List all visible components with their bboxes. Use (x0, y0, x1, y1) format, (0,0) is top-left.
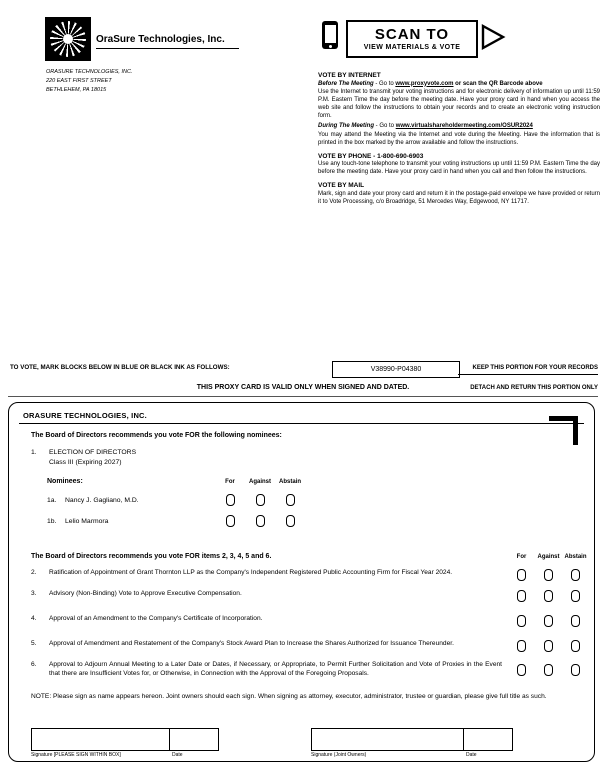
vote-cells (508, 640, 589, 652)
vote-cell (535, 640, 562, 652)
during-meeting-paragraph: You may attend the Meeting via the Internet and vote during the Meeting. Have the information that is printed in the box marked by the arrow available and follow the instructions. (318, 132, 600, 146)
control-number-box (332, 361, 460, 378)
vote-checkbox-for[interactable] (226, 515, 235, 527)
vote-checkbox-for[interactable] (517, 569, 526, 581)
vote-cell (562, 640, 589, 652)
board-recommendation-items-row (31, 553, 589, 560)
control-number: V38990-P04380 (370, 366, 422, 373)
vote-cell (562, 590, 589, 602)
virtual-meeting-link: www.virtualshareholdermeeting.com/OSUR2024 (395, 123, 533, 130)
vote-cell (535, 664, 562, 676)
qr-barcode-text: or scan the QR Barcode above (453, 80, 543, 87)
nominee-row (47, 515, 594, 527)
vote-checkbox-abstain[interactable] (286, 494, 295, 506)
proposal-text: Ratification of Appointment of Grant Thornton LLP as the Company's Independent Registered Public Accounting Firm for Fiscal Year 2024. (49, 569, 453, 577)
nominee-row (47, 494, 594, 506)
vote-cell (245, 494, 275, 506)
company-name: OraSure Technologies, Inc. (96, 34, 239, 49)
vote-by-internet-heading: VOTE BY INTERNET (318, 72, 381, 79)
voting-instructions (318, 72, 600, 209)
vote-checkbox-abstain[interactable] (571, 615, 580, 627)
vote-cell (508, 590, 535, 602)
nominees-header-row (47, 478, 594, 485)
company-address (46, 68, 133, 94)
vote-checkbox-against[interactable] (256, 515, 265, 527)
valid-when-signed-notice: THIS PROXY CARD IS VALID ONLY WHEN SIGNED AND DATED. (196, 384, 410, 391)
column-header-against: Against (537, 554, 560, 561)
address-line: 220 EAST FIRST STREET (46, 77, 112, 84)
column-header-for: For (516, 554, 527, 561)
nominee-id: 1a. (47, 496, 57, 504)
item-1-heading (31, 448, 594, 467)
nominee-name: Lelio Marmora (65, 517, 109, 525)
vote-checkbox-for[interactable] (226, 494, 235, 506)
signature-joint-label: Signature (Joint Owners) (311, 752, 367, 758)
vote-checkbox-for[interactable] (517, 615, 526, 627)
proposal-row (31, 661, 589, 679)
signature-primary-label: Signature [PLEASE SIGN WITHIN BOX] (31, 752, 121, 758)
vote-checkbox-against[interactable] (256, 494, 265, 506)
proposal-row (31, 615, 589, 627)
proposal-number: 5. (31, 640, 37, 648)
vote-by-phone-heading: VOTE BY PHONE - 1-800-690-6903 (318, 152, 424, 160)
board-recommendation-nominees: The Board of Directors recommends you vote FOR the following nominees: (31, 432, 282, 439)
item-number: 1. (31, 449, 37, 457)
vote-cell (245, 515, 275, 527)
item-1-subtitle: Class III (Expiring 2027) (49, 458, 122, 466)
card-divider (19, 423, 584, 424)
column-header-for: For (225, 479, 235, 486)
vote-cell (215, 494, 245, 506)
nominee-name: Nancy J. Gagliano, M.D. (65, 496, 139, 504)
vote-checkbox-abstain[interactable] (571, 664, 580, 676)
proposal-number: 4. (31, 615, 37, 623)
corner-registration-mark (549, 416, 578, 445)
nominee-id: 1b. (47, 517, 57, 525)
date-box-joint[interactable] (463, 728, 513, 751)
vote-cell (535, 590, 562, 602)
column-header-abstain: Abstain (278, 479, 301, 486)
vote-cells (508, 569, 589, 581)
vote-checkbox-for[interactable] (517, 590, 526, 602)
proposal-text: Approval of an Amendment to the Company's Certificate of Incorporation. (49, 615, 263, 623)
vote-cell (508, 664, 535, 676)
proposal-text: Approval to Adjourn Annual Meeting to a Later Date or Dates, if Necessary, or Appropriate, to Permit Further Solicitation and Vote of Proxies in the Event that there are Insufficient Votes for, or Otherwise, in Connection with the Approval of the Foregoing Proposals. (49, 661, 502, 678)
vote-cell (562, 569, 589, 581)
vote-checkbox-abstain[interactable] (286, 515, 295, 527)
during-meeting-label: During The Meeting (318, 123, 374, 130)
vote-cell (535, 569, 562, 581)
proposal-row (31, 569, 589, 581)
vote-by-phone-paragraph: Use any touch-tone telephone to transmit your voting instructions up until 11:59 P.M. Eastern Time the day before the meeting date. Have your proxy card in hand when you call and then follow the instructions. (318, 161, 600, 176)
vote-cell (562, 664, 589, 676)
vote-by-mail-paragraph: Mark, sign and date your proxy card and return it in the postage-paid envelope we have provided or return it to Vote Processing, c/o Broadridge, 51 Mercedes Way, Edgewood, NY 11717. (318, 190, 600, 205)
vote-by-mail-heading: VOTE BY MAIL (318, 182, 365, 190)
vote-checkbox-against[interactable] (544, 640, 553, 652)
vote-column-headers (508, 554, 589, 560)
signature-box-primary[interactable] (31, 728, 171, 751)
before-meeting-paragraph: Use the Internet to transmit your voting instructions and for electronic delivery of information up until 11:59 P.M. Eastern Time the day before the meeting date. Have your proxy card in hand when you access the web site and follow the instructions to obtain your records and to create an electronic voting instruction form. (318, 89, 600, 120)
column-header-abstain: Abstain (564, 554, 587, 561)
board-recommendation-items: The Board of Directors recommends you vote FOR items 2, 3, 4, 5 and 6. (31, 553, 272, 561)
vote-checkbox-abstain[interactable] (571, 569, 580, 581)
during-meeting-line (318, 123, 600, 131)
arrow-right-icon (480, 23, 506, 51)
vote-cell (508, 640, 535, 652)
smartphone-screen (325, 25, 336, 43)
signature-note: NOTE: Please sign as name appears hereon. Joint owners should each sign. When signing as attorney, executor, administrator, trustee or guardian, please give full title as such. (31, 692, 547, 700)
date-box-primary[interactable] (169, 728, 219, 751)
proposal-number: 3. (31, 590, 37, 598)
vote-checkbox-for[interactable] (517, 664, 526, 676)
address-line: ORASURE TECHNOLOGIES, INC. (46, 69, 133, 75)
item-1-title: ELECTION OF DIRECTORS (49, 449, 137, 457)
orasure-logo (45, 17, 91, 61)
proposal-text: Advisory (Non-Binding) Vote to Approve Executive Compensation. (49, 590, 242, 598)
scan-to-subtitle: VIEW MATERIALS & VOTE (363, 44, 461, 51)
detach-portion-text: DETACH AND RETURN THIS PORTION ONLY (470, 385, 598, 391)
vote-checkbox-abstain[interactable] (571, 640, 580, 652)
item-1-titles (49, 448, 136, 467)
signature-box-joint[interactable] (311, 728, 465, 751)
proposal-number: 2. (31, 569, 37, 577)
goto-text: - Go to (374, 123, 396, 130)
vote-checkbox-against[interactable] (544, 664, 553, 676)
date-primary-label: Date (172, 752, 183, 758)
date-joint-label: Date (466, 752, 477, 758)
address-line: BETHLEHEM, PA 18015 (46, 86, 107, 93)
column-header-against: Against (248, 479, 271, 486)
starburst-icon (50, 21, 86, 57)
vote-cell (275, 515, 305, 527)
vote-cells (508, 590, 589, 602)
proxy-ballot-card (8, 402, 595, 762)
vote-checkbox-for[interactable] (517, 640, 526, 652)
vote-checkbox-against[interactable] (544, 569, 553, 581)
goto-text: - Go to (373, 80, 396, 87)
nominees-label: Nominees: (47, 478, 83, 486)
before-meeting-line (318, 81, 600, 89)
proposal-number: 6. (31, 661, 37, 669)
scan-to-title: SCAN TO (374, 26, 450, 43)
vote-checkbox-abstain[interactable] (571, 590, 580, 602)
vote-cell (508, 615, 535, 627)
signature-area (9, 728, 594, 760)
vote-checkbox-against[interactable] (544, 590, 553, 602)
vote-cell (562, 615, 589, 627)
proxyvote-link: www.proxyvote.com (395, 80, 454, 87)
detach-divider-row (8, 383, 598, 397)
vote-cells (508, 615, 589, 627)
before-meeting-label: Before The Meeting (318, 80, 374, 87)
mark-blocks-instruction: TO VOTE, MARK BLOCKS BELOW IN BLUE OR BLACK INK AS FOLLOWS: (10, 364, 230, 371)
vote-cell (215, 515, 245, 527)
card-company-name: ORASURE TECHNOLOGIES, INC. (23, 411, 147, 420)
keep-portion-text: KEEP THIS PORTION FOR YOUR RECORDS (458, 365, 598, 375)
proposal-row (31, 640, 589, 652)
vote-checkbox-against[interactable] (544, 615, 553, 627)
smartphone-icon (322, 21, 338, 49)
proposal-text: Approval of Amendment and Restatement of the Company's Stock Award Plan to Increase the Shares Authorized for Issuance Thereunder. (49, 640, 454, 648)
vote-cell (508, 569, 535, 581)
proposal-row (31, 590, 589, 602)
vote-cell (275, 494, 305, 506)
scan-to-box (346, 20, 478, 58)
vote-cell (535, 615, 562, 627)
vote-cells (508, 661, 589, 679)
